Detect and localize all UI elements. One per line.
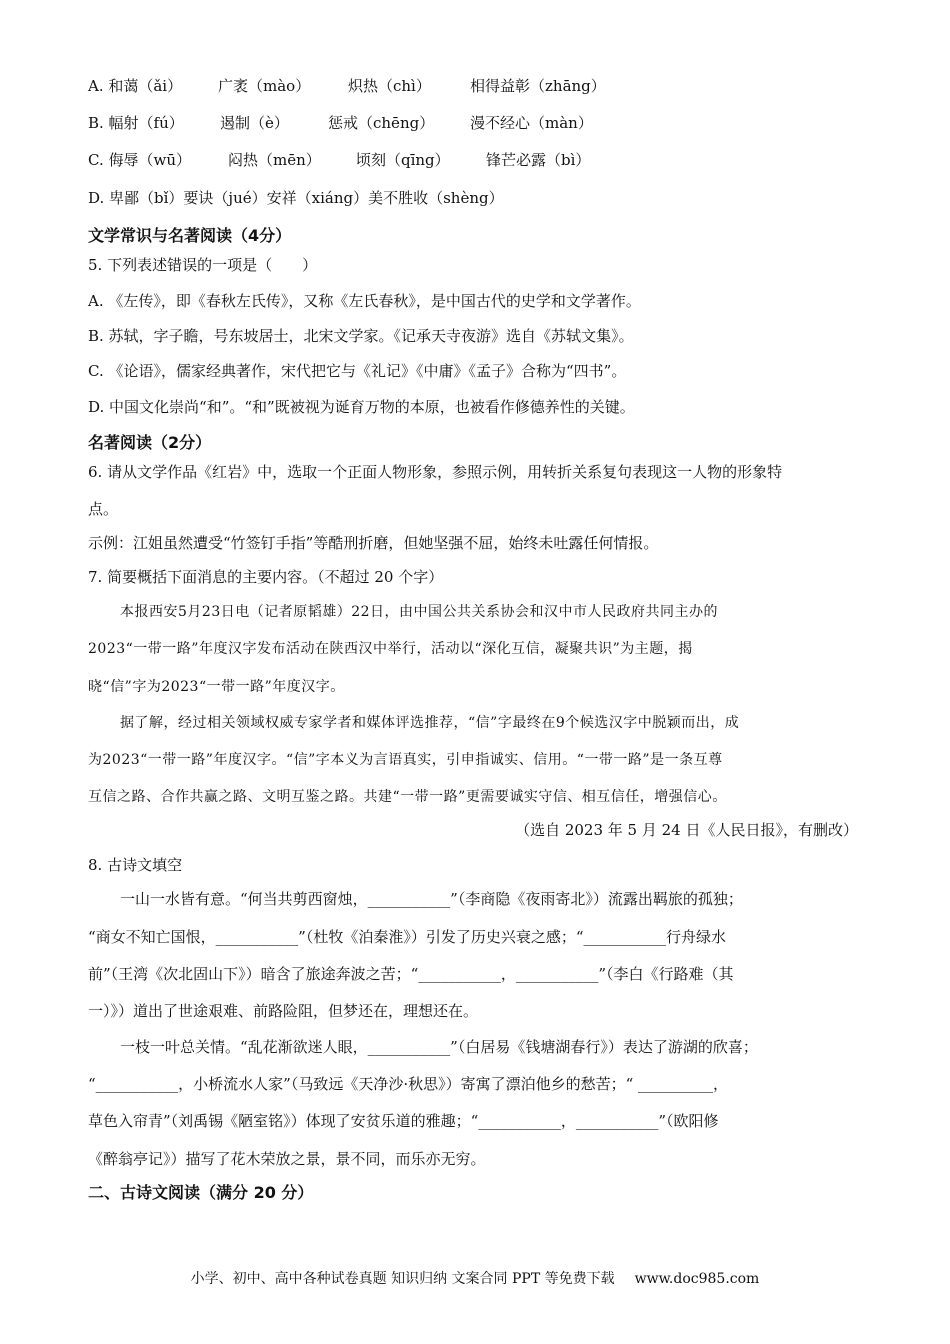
section-heading-2: 二、古诗文阅读（满分 20 分） [88, 1183, 314, 1202]
news-source: （选自 2023 年 5 月 24 日《人民日报》，有删改） [515, 821, 858, 839]
q6-example: 示例：江姐虽然遭受“竹签钉手指”等酷刑折磨，但她坚强不屈，始终未吐露任何情报。 [88, 534, 659, 552]
q8-prompt: 8. 古诗文填空 [88, 856, 183, 874]
q4-c-item: 锋芒必露（bì） [486, 151, 591, 169]
section-heading-literature: 文学常识与名著阅读（4分） [88, 226, 292, 245]
q7-prompt: 7. 简要概括下面消息的主要内容。（不超过 20 个字） [88, 568, 444, 586]
news-para2-line3: 互信之路、合作共赢之路、文明互鉴之路。共建“一带一路”更需要诚实守信、相互信任，增强信心。 [88, 789, 727, 805]
q6-prompt-line2: 点。 [88, 500, 119, 518]
q4-a-item: 炽热（chì） [348, 77, 431, 95]
q8-line: 《醉翁亭记》）描写了花木荣放之景，景不同，而乐亦无穷。 [88, 1150, 486, 1168]
q5-option-b: B. 苏轼，字子瞻，号东坡居士，北宋文学家。《记承天寺夜游》选自《苏轼文集》。 [88, 327, 634, 345]
q8-line: 一山一水皆有意。“何当共剪西窗烛，___________”（李商隐《夜雨寄北》）流露出羁旅的孤独； [120, 890, 743, 908]
news-para1-line1: 本报西安5月23日电（记者原韬雄）22日，由中国公共关系协会和汉中市人民政府共同主办的 [120, 604, 719, 620]
q4-c-item: 闷热（mēn） [228, 151, 321, 169]
page-footer [0, 1268, 950, 1288]
q4-b-item: 漫不经心（màn） [470, 114, 593, 132]
q8-line: “商女不知亡国恨，___________”（杜牧《泊秦淮》）引发了历史兴衰之感；“___________行舟绿水 [88, 928, 727, 946]
q8-line: 一）》）道出了世途艰难、前路险阻，但梦还在，理想还在。 [88, 1002, 479, 1020]
section-heading-book: 名著阅读（2分） [88, 433, 212, 452]
q8-line: 一枝一叶总关情。“乱花渐欲迷人眼，___________”（白居易《钱塘湖春行》）表达了游湖的欣喜； [120, 1038, 758, 1056]
news-para2-line2: 为2023“一带一路”年度汉字。“信”字本义为言语真实，引申指诚实、信用。“一带一路”是一条互尊 [88, 752, 723, 768]
q4-a-item: A. 和蔼（ǎi） [88, 77, 183, 95]
q4-b-item: 惩戒（chēng） [328, 114, 435, 132]
news-para1-line3: 晓“信”字为2023“一带一路”年度汉字。 [88, 679, 345, 695]
q4-option-a [88, 75, 606, 97]
q5-prompt: 5. 下列表述错误的一项是（ ） [88, 256, 318, 274]
q4-option-d: D. 卑鄙（bǐ）要诀（jué）安祥（xiáng）美不胜收（shèng） [88, 189, 504, 207]
q5-option-d: D. 中国文化崇尚“和”。“和”既被视为诞育万物的本原，也被看作修德养性的关键。 [88, 398, 635, 416]
footer-url[interactable]: www.doc985.com [634, 1271, 760, 1287]
q8-line: 前”（王湾《次北固山下》）暗含了旅途奔波之苦；“___________，___________”（李白《行路难（其 [88, 965, 734, 983]
q4-b-item: B. 幅射（fú） [88, 114, 184, 132]
q4-option-b [88, 112, 593, 134]
q4-b-item: 遏制（è） [220, 114, 289, 132]
footer-text: 小学、初中、高中各种试卷真题 知识归纳 文案合同 PPT 等免费下载 [190, 1271, 615, 1287]
q4-c-item: C. 侮辱（wū） [88, 151, 191, 169]
q5-option-c: C. 《论语》，儒家经典著作，宋代把它与《礼记》《中庸》《孟子》合称为“四书”。 [88, 362, 627, 380]
q4-option-c [88, 149, 590, 171]
q6-prompt-line1: 6. 请从文学作品《红岩》中，选取一个正面人物形象，参照示例，用转折关系复句表现这一人物的形象特 [88, 463, 783, 481]
q4-a-item: 相得益彰（zhāng） [470, 77, 606, 95]
q4-c-item: 顷刻（qīng） [356, 151, 450, 169]
news-para2-line1: 据了解，经过相关领域权威专家学者和媒体评选推荐，“信”字最终在9个候选汉字中脱颖而出，成 [120, 715, 740, 731]
q5-option-a: A. 《左传》，即《春秋左氏传》，又称《左氏春秋》，是中国古代的史学和文学著作。 [88, 292, 641, 310]
q8-line: 草色入帘青”（刘禹锡《陋室铭》）体现了安贫乐道的雅趣；“___________，___________”（欧阳修 [88, 1112, 719, 1130]
q4-a-item: 广袤（mào） [218, 77, 311, 95]
q8-line: “___________，小桥流水人家”（马致远《天净沙·秋思》）寄寓了漂泊他乡的愁苦；“ __________， [88, 1075, 729, 1093]
news-para1-line2: 2023“一带一路”年度汉字发布活动在陕西汉中举行，活动以“深化互信，凝聚共识”为主题，揭 [88, 641, 693, 657]
